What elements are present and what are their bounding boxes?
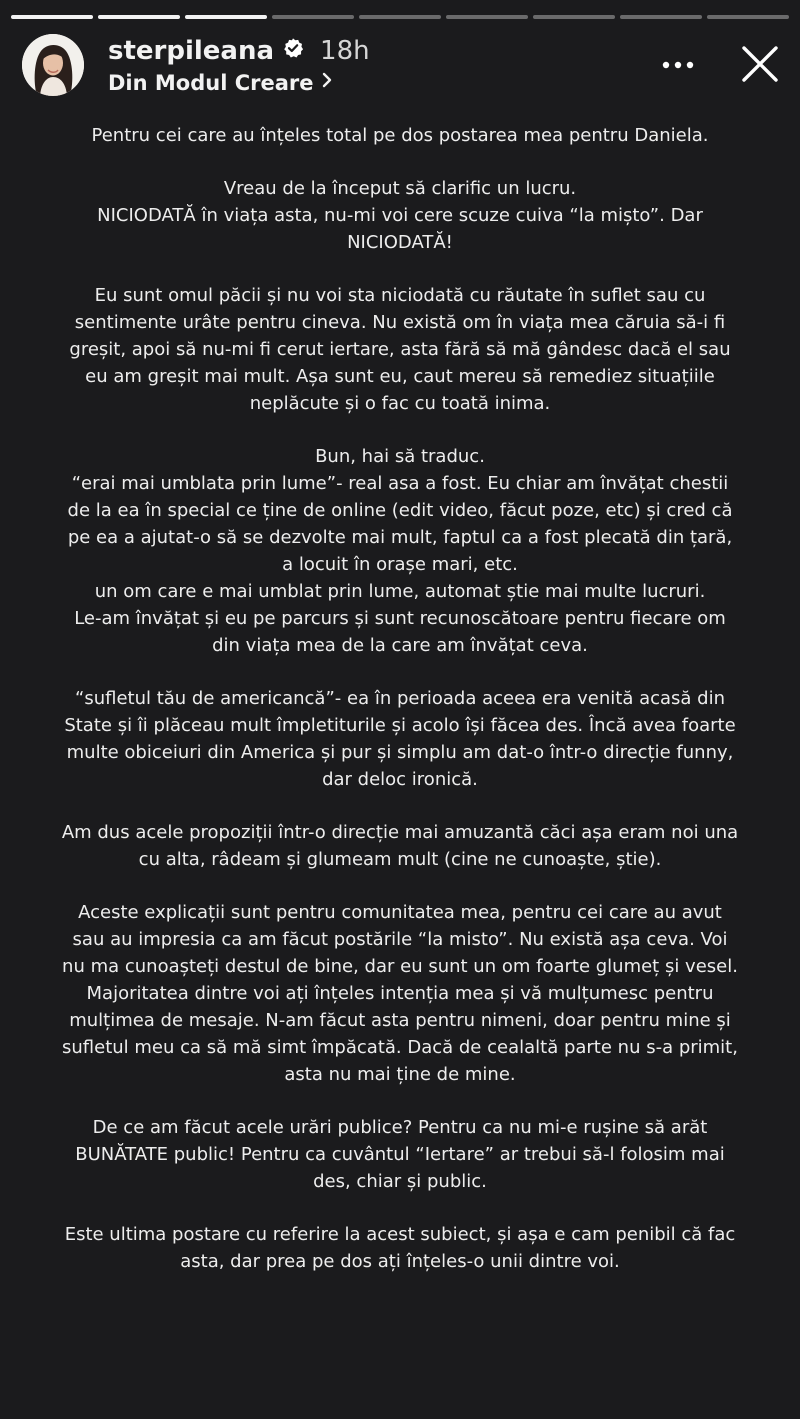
- post-paragraph: [60, 1114, 740, 1195]
- progress-segment: [11, 15, 93, 19]
- progress-segment: [272, 15, 354, 19]
- avatar-image: [22, 34, 84, 96]
- story-text-post: [60, 122, 740, 1301]
- post-line: NICIODATĂ în viața asta, nu-mi voi cere scuze cuiva “la mișto”. Dar NICIODATĂ!: [97, 205, 703, 253]
- progress-segment: [359, 15, 441, 19]
- post-line: “erai mai umblata prin lume”- real asa a fost. Eu chiar am învățat chestii de la ea în special ce ține de online (edit video, făcut poze, etc) și cred că pe ea a ajutat-o să se dezvolte mai mult, faptul ca a fost plecată din țară, a locuit în orașe mari, etc.: [67, 473, 733, 575]
- progress-segment: [707, 15, 789, 19]
- progress-segment: [620, 15, 702, 19]
- author-line: [108, 35, 370, 67]
- close-icon[interactable]: [740, 44, 780, 84]
- post-line: Eu sunt omul păcii și nu voi sta niciodată cu răutate în suflet sau cu sentimente urâte pentru cineva. Nu există om în viața mea căruia să-i fi greșit, apoi să nu-mi fi cerut iertare, asta fără să mă gândesc dacă el sau eu am greșit mai mult. Așa sunt eu, caut mereu să remediez situațiile neplăcute și o fac cu toată inima.: [69, 285, 731, 414]
- username[interactable]: sterpileana: [108, 36, 275, 66]
- post-line: Le-am învățat și eu pe parcurs și sunt recunoscătoare pentru fiecare om din viața mea de la care am învățat ceva.: [74, 608, 726, 656]
- post-line: Aceste explicații sunt pentru comunitatea mea, pentru cei care au avut sau au impresia ca am făcut postările “la misto”. Nu există așa ceva. Voi nu ma cunoașteți destul de bine, dar eu sunt un om foarte glumeț și vesel.: [62, 902, 738, 977]
- post-paragraph: [60, 1221, 740, 1275]
- more-options-icon[interactable]: [660, 50, 696, 80]
- post-line: Pentru cei care au înțeles total pe dos postarea mea pentru Daniela.: [91, 125, 709, 146]
- story-subtitle-link[interactable]: [108, 69, 334, 97]
- post-line: Bun, hai să traduc.: [315, 446, 485, 467]
- progress-segment: [446, 15, 528, 19]
- progress-segment: [185, 15, 267, 19]
- post-paragraph: [60, 122, 740, 149]
- post-line: “sufletul tău de americancă”- ea în perioada aceea era venită acasă din State și îi plăceau mult împletiturile și acolo își făcea des. Încă avea foarte multe obiceiuri din America și pur și simplu am dat-o într-o direcție funny, dar deloc ironică.: [64, 688, 736, 790]
- post-paragraph: [60, 175, 740, 256]
- progress-segment: [98, 15, 180, 19]
- post-line: Este ultima postare cu referire la acest subiect, și așa e cam penibil că fac asta, dar prea pe dos ați înțeles-o unii dintre voi.: [64, 1224, 736, 1272]
- post-paragraph: [60, 282, 740, 417]
- post-paragraph: [60, 899, 740, 1088]
- progress-segment: [533, 15, 615, 19]
- chevron-right-icon: [320, 69, 334, 97]
- post-line: Vreau de la început să clarific un lucru.: [223, 178, 577, 199]
- story-header: [22, 34, 780, 98]
- subtitle-label: Din Modul Creare: [108, 71, 314, 95]
- time-ago: 18h: [320, 36, 370, 66]
- story-progress-bar: [11, 15, 789, 19]
- post-line: Am dus acele propoziții într-o direcție mai amuzantă căci așa eram noi una cu alta, râdeam și glumeam mult (cine ne cunoaște, știe).: [61, 822, 739, 870]
- verified-badge-icon: [282, 35, 304, 67]
- post-paragraph: [60, 443, 740, 659]
- post-line: un om care e mai umblat prin lume, automat știe mai multe lucruri.: [94, 581, 706, 602]
- post-line: De ce am făcut acele urări publice? Pentru ca nu mi-e rușine să arăt BUNĂTATE public! Pentru ca cuvântul “Iertare” ar trebui să-l folosim mai des, chiar și public.: [75, 1117, 725, 1192]
- post-paragraph: [60, 819, 740, 873]
- post-line: Majoritatea dintre voi ați înțeles intenția mea și vă mulțumesc pentru mulțimea de mesaje. N-am făcut asta pentru nimeni, doar pentru mine și sufletul meu ca să mă simt împăcată. Dacă de cealaltă parte nu s-a primit, asta nu mai ține de mine.: [62, 983, 738, 1085]
- avatar[interactable]: [22, 34, 84, 96]
- post-paragraph: [60, 685, 740, 793]
